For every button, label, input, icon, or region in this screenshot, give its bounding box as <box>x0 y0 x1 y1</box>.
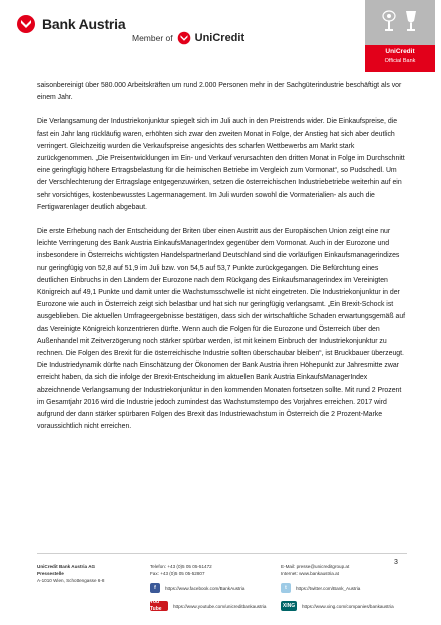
badge-label-area <box>365 45 435 72</box>
footer-phone-block <box>150 563 212 577</box>
badge-unicredit: UniCredit <box>385 48 415 55</box>
badge-official: Official Bank <box>384 58 416 64</box>
footer-contact-block <box>281 563 349 577</box>
unicredit-small-mark-icon <box>177 31 191 45</box>
unicredit-mark-icon <box>16 14 36 34</box>
champions-league-trophy-icon <box>381 9 397 37</box>
footer-divider <box>37 553 407 554</box>
paragraph: saisonbereinigt über 580.000 Arbeitskräften um rund 2.000 Personen mehr in der Sachgüterindustrie beschäftigt als vor einem Jahr. <box>37 82 402 102</box>
address: A-1010 Wien, Schottengasse 6-8 <box>37 578 105 583</box>
phone: Telefon: +43 (0)5 05 05-51472 <box>150 564 212 569</box>
paragraph: Die erste Erhebung nach der Entscheidung der Briten über einen Austritt aus der Europäischen Union zeigt eine nur leichte Verringerung des Bank Austria EinkaufsManagerIndex gegenüber dem Vormonat. Auch in der Eurozone und insbesondere in Österreichs wichtigsten Handelspartnerland Deutschland sind die vorläufigen Einkaufsmanagerindizes nur geringfügig von 52,8 auf 51,9 im Juli bzw. von 54,5 auf 53,7 Punkte zurückgegangen. Die Befürchtung eines deutlichen Einbruchs in den Ländern der Eurozone nach dem Rückgang des Einkaufsmanagerindex im Vereinigten Königreich auf 49,1 Punkte und damit unter die Wachstumsschwelle ist nicht eingetreten. Die Industriekonjunktur in der Eurozone wie auch in Österreich zeigt sich belastbar und hat sich nur geringfügig verlangsamt. „Ein Brexit-Schock ist ausgeblieben. Die aktuellen Umfrageergebnisse bestätigen, dass sich der wirtschaftliche Schaden erwartungsgemäß auf das Vereinigte Königreich konzentrieren dürfte. Wenn auch die Folgen für die Eurozone und Österreich über den Außenhandel mit Zeitverzögerung noch stärker spürbar werden, ist mit keinem Einbruch der Industriekonjunktur zu rechnen. Die Folgen des Brexit für die österreichische Industrie sollten überschaubar bleiben“, ist Bruckbauer überzeugt. Die Industriedynamik dürfte nach Einschätzung der Ökonomen der Bank Austria ihren Höhepunkt zur Jahresmitte zwar erreicht haben, da sich die infolge der Brexit-Entscheidung im aktuellen Bank Austria EinkaufsManagerIndex abzeichnende Verlangsamung der Industriekonjunktur in den kommenden Monaten fortsetzen sollte. Mit rund 2 Prozent im Gesamtjahr 2016 wird die Industrie jedoch zumindest das Wachstumstempo des Vorjahres erreichen. 2017 wird aufgrund der dann stärker spürbaren Folgen des Brexit das Industriewachstum in Österreich die 2 Prozent-Marke voraussichtlich nicht erreichen. <box>37 228 406 431</box>
fax: Fax: +43 (0)5 05 05-52807 <box>150 571 205 576</box>
youtube-icon: You Tube <box>150 601 168 611</box>
twitter-icon: t <box>281 583 291 593</box>
internet[interactable]: Internet: www.bankaustria.at <box>281 571 339 576</box>
document-body <box>37 80 407 445</box>
department: Pressestelle <box>37 571 64 576</box>
bank-austria-logo[interactable] <box>16 14 125 34</box>
twitter-link[interactable] <box>281 583 360 593</box>
europa-league-trophy-icon <box>403 9 419 37</box>
facebook-url[interactable]: https://www.facebook.com/BankAustria <box>165 585 245 591</box>
footer-company-block <box>37 563 104 584</box>
member-of-label: Member of <box>132 33 173 43</box>
xing-link[interactable] <box>281 601 394 611</box>
company-name: UniCredit Bank Austria AG <box>37 564 96 569</box>
unicredit-name: UniCredit <box>194 32 245 44</box>
email[interactable]: E-Mail: presse@unicreditgroup.at <box>281 564 350 569</box>
official-bank-badge <box>365 0 435 72</box>
brand-name: Bank Austria <box>42 16 126 32</box>
youtube-link[interactable] <box>150 601 266 611</box>
xing-url[interactable]: https://www.xing.com/companies/bankaustria <box>302 603 394 609</box>
facebook-icon: f <box>150 583 160 593</box>
page-footer <box>37 563 407 623</box>
paragraph: Die Verlangsamung der Industriekonjunktur spiegelt sich im Juli auch in den Preistrends wider. Die Einkaufspreise, die fast ein Jahr lang rückläufig waren, erhöhten sich zwar den zweiten Monat in Folge, der Anstieg hat sich aber deutlich verringert. Gleichzeitig wurden die Verkaufspreise angesichts des scharfen Wettbewerbs am Markt stark zurückgenommen. „Die Preisentwicklungen im Ein- und Verkauf verursachten den dritten Monat in Folge im Durchschnitt eine geringfügig höhere Ertragsbelastung für die heimischen Betriebe im Vergleich zum Vormonat“, so Pudschedl. Um der Verschlechterung der Ertragslage entgegenzuwirken, setzen die österreichischen Industriebetriebe weiterhin auf ein sehr vorsichtiges, kostenbewusstes Lagermanagement. Im Juli wurden sowohl die Vormaterialien- als auch die Fertigwarenlager deutlich abgebaut. <box>37 118 405 211</box>
youtube-url[interactable]: https://www.youtube.com/unicreditbankaustria <box>173 603 267 609</box>
member-of-unicredit <box>132 31 244 45</box>
xing-icon: XING <box>281 601 297 611</box>
page-header <box>0 0 441 70</box>
page-number: 3 <box>394 559 398 566</box>
twitter-url[interactable]: https://twitter.com/Bank_Austria <box>296 585 361 591</box>
facebook-link[interactable] <box>150 583 244 593</box>
